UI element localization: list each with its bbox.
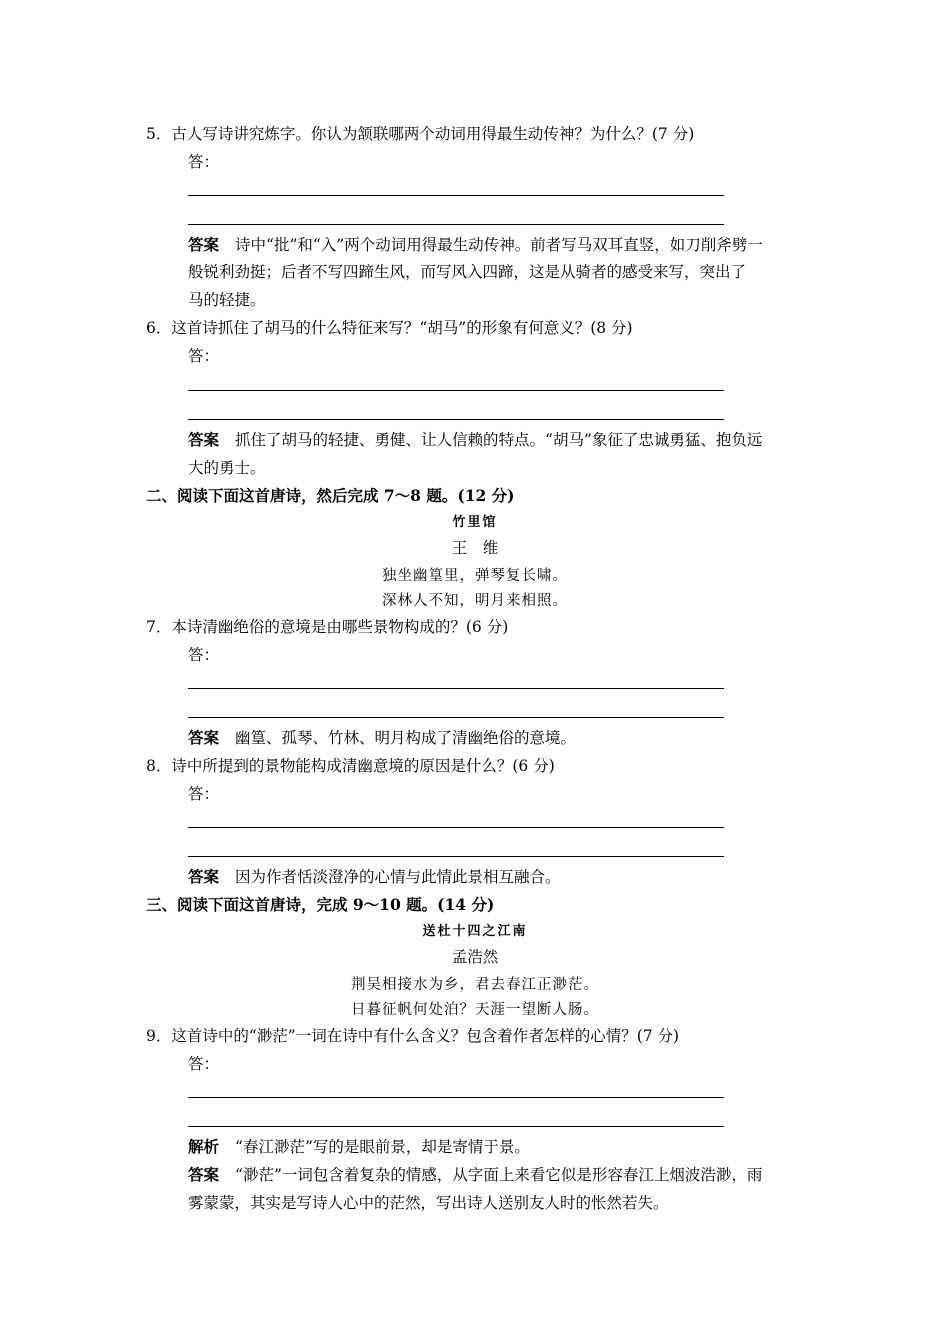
answer-line[interactable]	[188, 390, 724, 391]
answer-line[interactable]	[188, 856, 724, 857]
question-5: 5．古人写诗讲究炼字。你认为颔联哪两个动词用得最生动传神？为什么？(7 分)	[146, 125, 695, 143]
analysis-label: 解析	[188, 1137, 220, 1156]
question-7: 7．本诗清幽绝俗的意境是由哪些景物构成的？(6 分)	[146, 618, 509, 636]
answer-text: 因为作者恬淡澄净的心情与此情此景相互融合。	[235, 868, 561, 886]
poem-title: 竹里馆	[452, 515, 498, 530]
answer-prompt-8: 答：	[188, 785, 220, 803]
answer-prompt-9: 答：	[188, 1055, 220, 1073]
answer-line[interactable]	[188, 688, 724, 689]
answer-line[interactable]	[188, 827, 724, 828]
analysis-9	[188, 1137, 530, 1157]
poem-author: 王 维	[451, 539, 499, 557]
answer-line[interactable]	[188, 195, 724, 196]
poem-title: 送杜十四之江南	[422, 924, 528, 939]
answer-line[interactable]	[188, 717, 724, 718]
answer-8	[188, 867, 561, 887]
poem-line: 独坐幽篁里，弹琴复长啸。	[382, 568, 568, 584]
answer-label: 答案	[188, 728, 220, 747]
answer-prompt-7: 答：	[188, 646, 220, 664]
answer-text: 马的轻捷。	[188, 291, 266, 309]
answer-line[interactable]	[188, 224, 724, 225]
answer-text: 大的勇士。	[188, 459, 266, 477]
analysis-text: “春江渺茫”写的是眼前景，却是寄情于景。	[235, 1138, 530, 1156]
answer-text: “渺茫”一词包含着复杂的情感，从字面上来看它似是形容春江上烟波浩渺，雨	[235, 1166, 763, 1184]
poem-line: 日暮征帆何处泊？天涯一望断人肠。	[351, 1002, 599, 1018]
poem-line: 深林人不知，明月来相照。	[382, 593, 568, 609]
answer-text: 雾蒙蒙，其实是写诗人心中的茫然，写出诗人送别友人时的怅然若失。	[188, 1194, 669, 1212]
section-3-heading: 三、阅读下面这首唐诗，完成 9～10 题。(14 分)	[146, 895, 495, 914]
answer-label: 答案	[188, 430, 220, 449]
answer-9	[188, 1165, 762, 1185]
answer-line[interactable]	[188, 1126, 724, 1127]
answer-label: 答案	[188, 235, 220, 254]
answer-text: 抓住了胡马的轻捷、勇健、让人信赖的特点。“胡马”象征了忠诚勇猛、抱负远	[235, 431, 763, 449]
answer-label: 答案	[188, 1165, 220, 1184]
question-8: 8．诗中所提到的景物能构成清幽意境的原因是什么？(6 分)	[146, 757, 555, 775]
question-6: 6．这首诗抓住了胡马的什么特征来写？“胡马”的形象有何意义？(8 分)	[146, 319, 633, 337]
answer-line[interactable]	[188, 419, 724, 420]
answer-7	[188, 728, 576, 748]
question-9: 9．这首诗中的“渺茫”一词在诗中有什么含义？包含着作者怎样的心情？(7 分)	[146, 1027, 680, 1045]
answer-text: 诗中“批”和“入”两个动词用得最生动传神。前者写马双耳直竖，如刀削斧劈一	[235, 236, 763, 254]
answer-prompt-5: 答：	[188, 153, 220, 171]
poem-author: 孟浩然	[451, 948, 499, 966]
answer-prompt-6: 答：	[188, 347, 220, 365]
answer-6	[188, 430, 762, 450]
answer-5	[188, 235, 763, 255]
answer-label: 答案	[188, 867, 220, 886]
poem-line: 荆吴相接水为乡，君去春江正渺茫。	[351, 977, 599, 993]
section-2-heading: 二、阅读下面这首唐诗，然后完成 7～8 题。(12 分)	[146, 486, 515, 505]
answer-text: 般锐利劲挺；后者不写四蹄生风，而写风入四蹄，这是从骑者的感受来写，突出了	[188, 263, 747, 281]
answer-line[interactable]	[188, 1097, 724, 1098]
answer-text: 幽篁、孤琴、竹林、明月构成了清幽绝俗的意境。	[235, 729, 577, 747]
